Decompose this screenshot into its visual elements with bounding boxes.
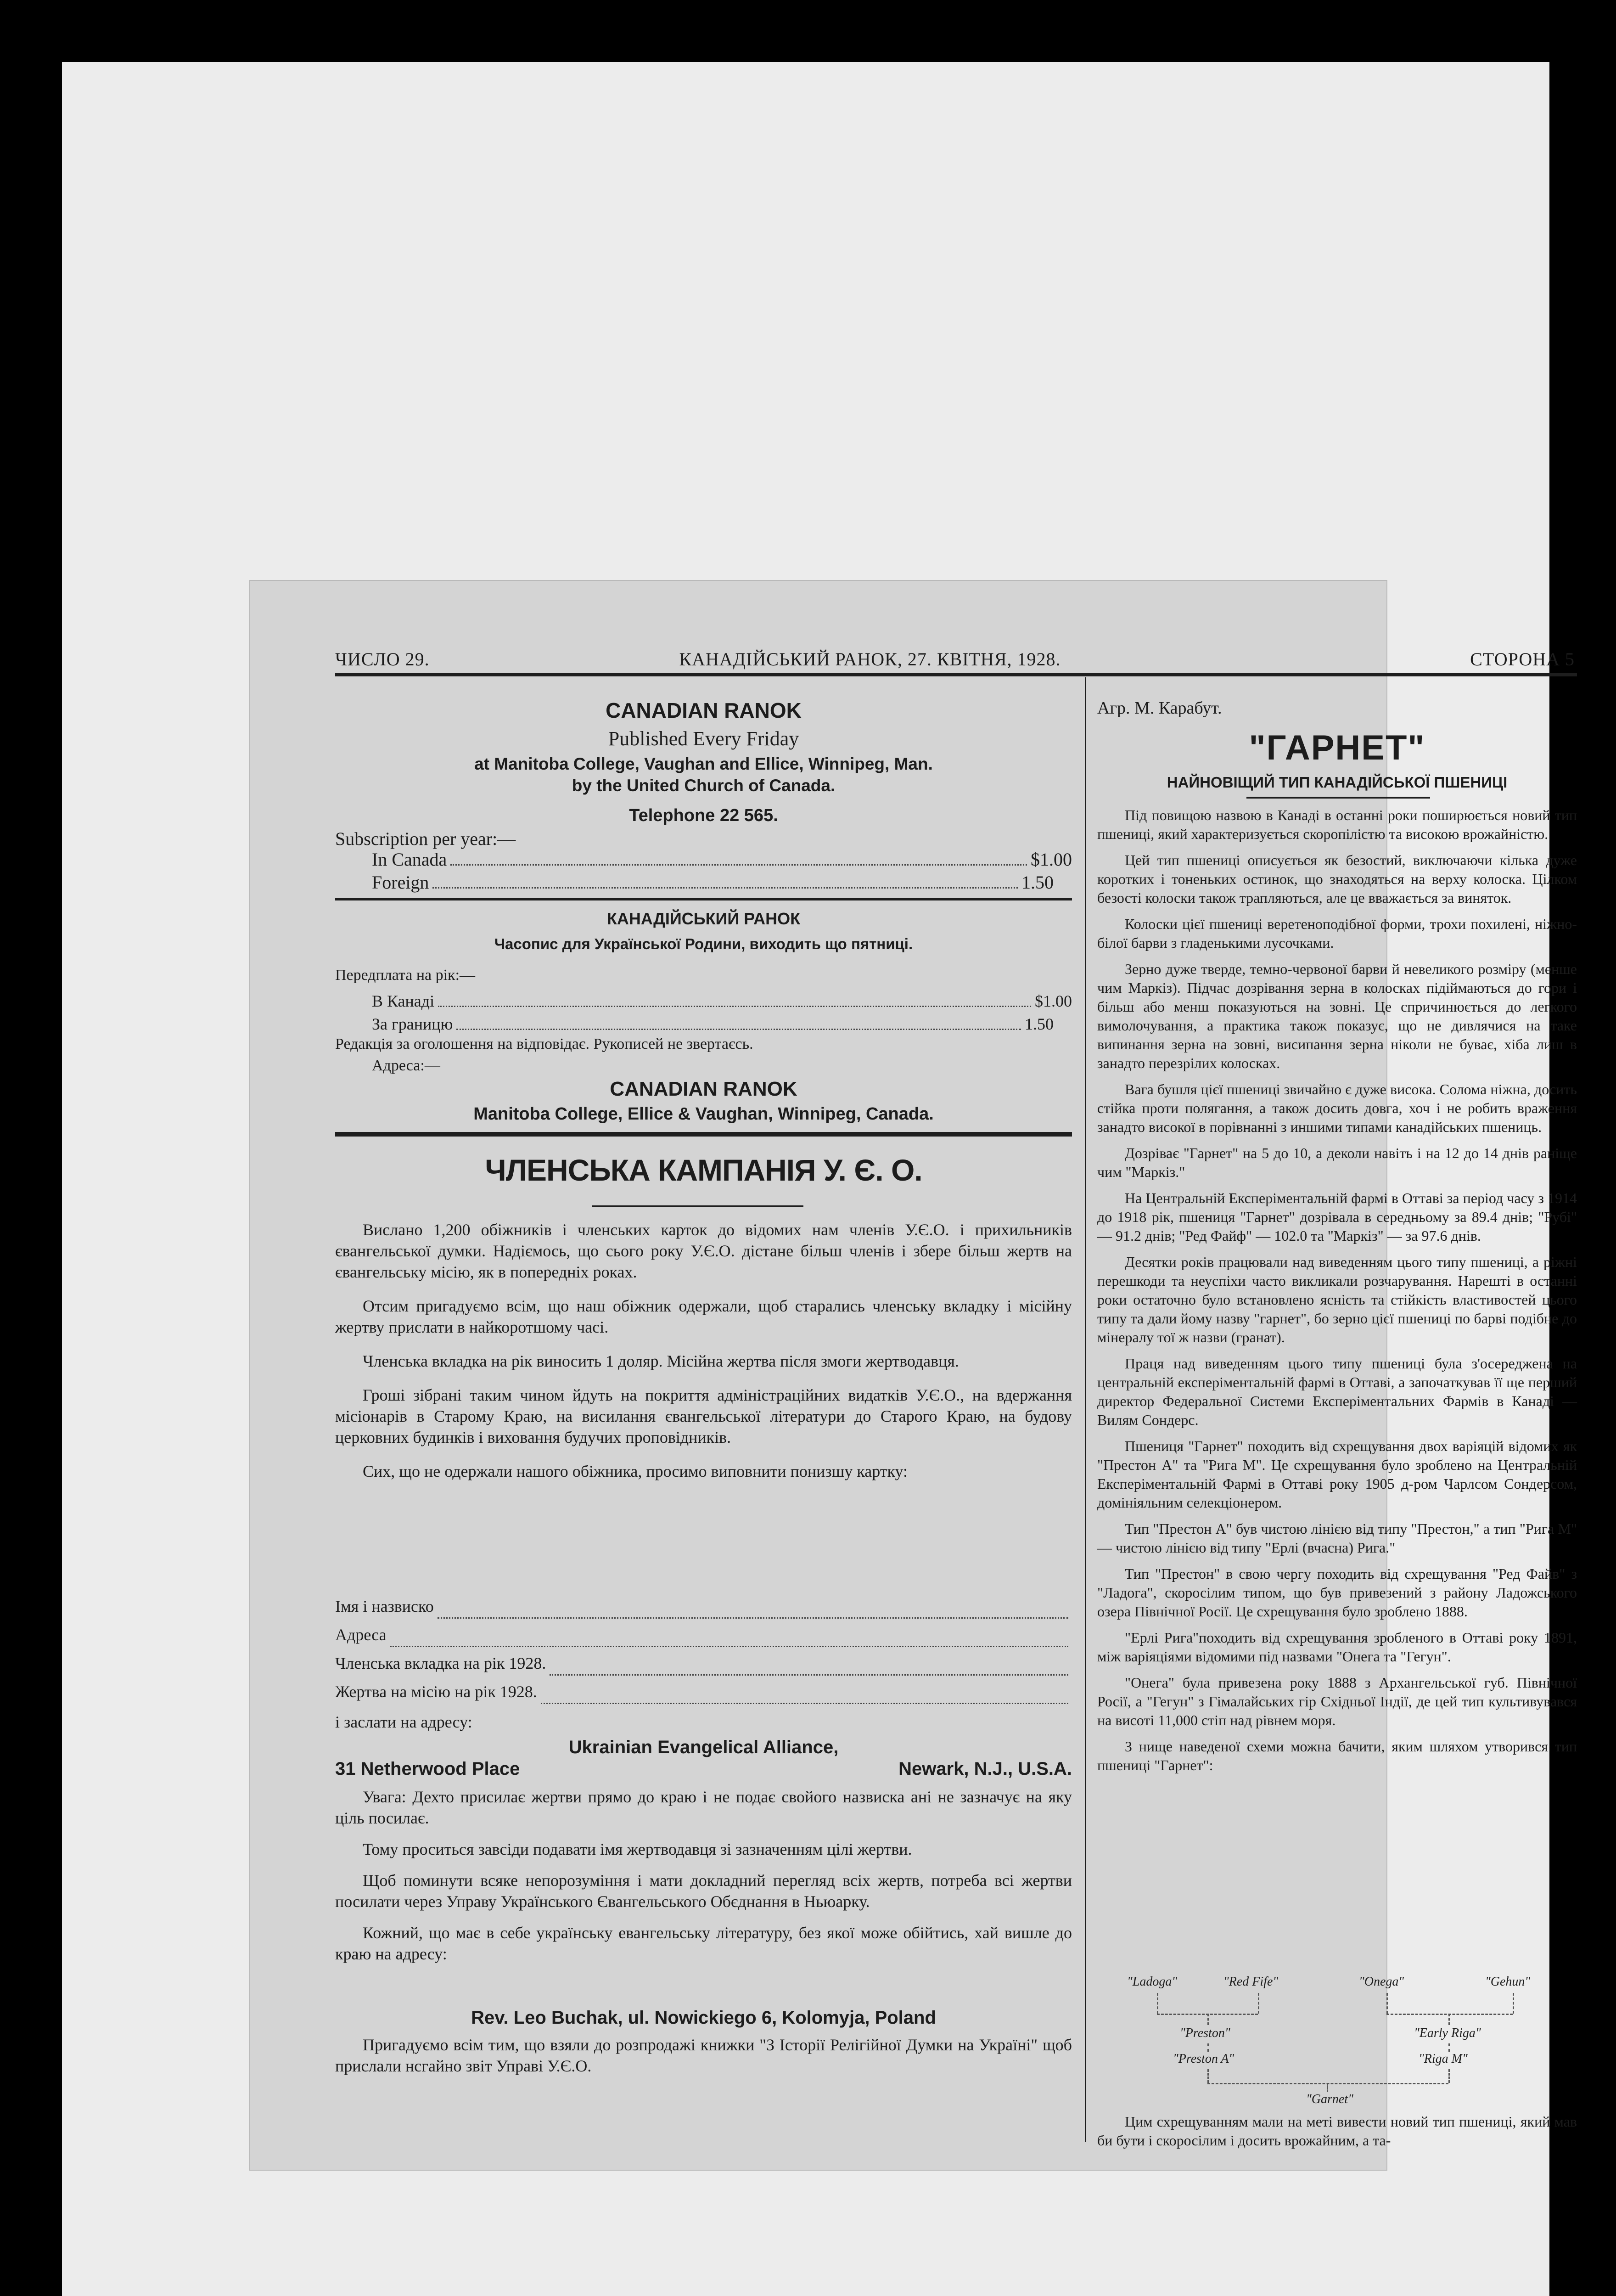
connector <box>1207 2069 1209 2083</box>
alliance-city: Newark, N.J., U.S.A. <box>898 1759 1072 1779</box>
paragraph: "Ерлі Рига"походить від схрещування зробленого в Оттаві року 1891, між варіяціями відомими під назвами "Онега та "Гегун". <box>1097 1629 1577 1665</box>
connector <box>1207 2043 1209 2052</box>
paragraph: Щоб поминути всяке непорозуміння і мати докладний перегляд всіх жертв, потреба всі жертви посилати через Управу Українського Євангельського Обєднання в Ньюарку. <box>335 1871 1072 1911</box>
article-title: "ГАРНЕТ" <box>1249 728 1425 767</box>
paragraph: Цей тип пшениці описується як безостий, виключаючи кілька дуже коротких і тоненьких остинок, що знаходяться на верху колоска. Цілком безості колоски також трапляються, але це вважається за виняток. <box>1097 852 1577 906</box>
paragraph: Колоски цієї пшениці веретеноподібної форми, трохи похилені, ніжно-білої барви з гладенькими лусочками. <box>1097 916 1577 951</box>
label-early-riga: "Early Riga" <box>1414 2026 1481 2040</box>
connector <box>1207 2014 1209 2025</box>
ua-editorial-note: Редакція за оголошення на відповідає. Рукописей не звертаєсь. <box>335 1035 753 1052</box>
title-underline <box>592 1205 803 1207</box>
author: Агр. М. Карабут. <box>1097 698 1222 718</box>
ua-subtitle: Часопис для Української Родини, виходить що пятниці. <box>494 935 913 952</box>
masthead: КАНАДІЙСЬКИЙ РАНОК, 27. КВІТНЯ, 1928. <box>679 649 1061 670</box>
price-row <box>335 871 1072 894</box>
article-closing <box>1097 2112 1577 2150</box>
issue-number: ЧИСЛО 29. <box>335 649 430 670</box>
price-label: В Канаді <box>372 992 435 1010</box>
column-divider <box>1085 677 1086 2142</box>
label-onega: "Onega" <box>1359 1975 1404 1989</box>
paragraph: Вислано 1,200 обіжників і членських карток до відомих нам членів У.Є.О. і прихильників євангельської думки. Надіємось, що сього року У.Є.О. дістане більш членів і збере більш жертв на євангельську місію, як в попередніх роках. <box>335 1221 1072 1281</box>
article-body <box>1097 806 1577 1775</box>
label-riga-m: "Riga M" <box>1419 2052 1468 2066</box>
paragraph: Дозріває "Гарнет" на 5 до 10, а деколи навіть і на 12 до 14 днів раніще чим "Маркіз." <box>1097 1145 1577 1180</box>
en-address-2: by the United Church of Canada. <box>572 776 836 795</box>
price-label: In Canada <box>372 849 447 870</box>
paragraph: Вага бушля цієї пшениці звичайно є дуже висока. Солома ніжна, досить стійка проти полягання, а також досить довга, хоч і не робить враження занадто високої в порівнанні з иншими типами канадійських пшениць. <box>1097 1081 1577 1135</box>
paragraph: На Центральній Експеріментальній фармі в Оттаві за період часу з 1914 до 1918 рік, пшениця "Гарнет" дозрівала в середньому за 89.4 днів; "Рубі" — 91.2 днів; "Ред Файф" — 102.0 та "Маркіз" — за 97.6 днів. <box>1097 1190 1577 1244</box>
paragraph: Членська вкладка на рік виносить 1 доляр. Місійна жертва після змоги жертводавця. <box>363 1352 959 1370</box>
connector <box>1386 1993 1388 2014</box>
form-field-address: Адреса <box>335 1624 1072 1653</box>
price-value: $1.00 <box>1031 849 1072 870</box>
label-preston-a: "Preston A" <box>1173 2052 1234 2066</box>
connector <box>1258 1993 1259 2014</box>
en-title: CANADIAN RANOK <box>606 698 802 722</box>
price-row <box>335 1013 1072 1035</box>
article-subtitle: НАЙНОВІЩИЙ ТИП КАНАДІЙСЬКОЇ ПШЕНИЦІ <box>1167 774 1508 791</box>
label-gehun: "Gehun" <box>1485 1975 1531 1989</box>
paragraph: Тип "Престон" в свою чергу походить від схрещування "Ред Файв" з "Ладога", скоросілим типом, що був привезений з району Ладожського озера Північної Росії. Це схрещування було зроблено 1888. <box>1097 1565 1577 1620</box>
header-rule <box>335 673 1577 676</box>
connector <box>1513 1993 1514 2014</box>
paragraph: Кожний, що має в себе українську евангельську літературу, без якої може обійтись, хай вишле до краю на адресу: <box>335 1924 1072 1963</box>
ua-subscription-heading: Передплата на рік:— <box>335 967 476 984</box>
paragraph: Десятки років працювали над виведенням цього типу пшениці, а ріжні перешкоди та неуспіхи часто викликали розчарування. Нарешті в останні роки остаточно було встановлено ясність та стійкість властивостей цього типу та дали йому назву "гарнет", бо зерно цієї пшениці по барві подібне до мінералу тої ж назви (гранат). <box>1097 1254 1577 1345</box>
connector <box>1448 2014 1450 2025</box>
paragraph: Гроші зібрані таким чином йдуть на покриття адміністраційних видатків У.Є.О., на вдержання місіонарів в Старому Краю, на висилання євангельської літератури до Старого Краю, на будову церковних будинків і виховання будучих проповідників. <box>335 1386 1072 1446</box>
connector <box>1448 2043 1450 2052</box>
price-label: Foreign <box>372 872 429 893</box>
form-field-donation: Жертва на місію на рік 1928. <box>335 1681 1072 1710</box>
campaign-closing <box>335 2034 1072 2077</box>
label-preston: "Preston" <box>1180 2026 1230 2040</box>
paragraph: Тому проситься завсіди подавати імя жертводавця зі зазначенням цілі жертви. <box>363 1840 912 1858</box>
send-to-label: і заслати на адресу: <box>335 1713 472 1731</box>
paragraph: Тип "Престон А" був чистою лінією від типу "Престон," а тип "Рига М" — чистою лінією від типу "Ерлі (вчасна) Рига." <box>1097 1520 1577 1556</box>
paragraph: Отсим пригадуємо всім, що наш обіжник одержали, щоб старались членську вкладку і місійну жертву прислати в найкоротшому часі. <box>335 1297 1072 1336</box>
paragraph: Увага: Дехто присилає жертви прямо до краю і не подає свойого назвиска ані не зазначує на яку ціль посилає. <box>335 1788 1072 1827</box>
en-telephone: Telephone 22 565. <box>629 806 778 825</box>
membership-form <box>335 1596 1072 1733</box>
en-published: Published Every Friday <box>608 727 799 750</box>
paragraph: Пригадуємо всім тим, що взяли до розпродажі книжки "З Історії Релігійної Думки на Україні" щоб прислали нсгайно звіт Управі У.Є.О. <box>335 2036 1072 2075</box>
label-red-fife: "Red Fife" <box>1223 1975 1279 1989</box>
en-subscription-heading: Subscription per year:— <box>335 828 516 849</box>
ua-title: КАНАДІЙСЬКИЙ РАНОК <box>606 909 801 928</box>
connector <box>1157 1993 1158 2014</box>
box-rule <box>335 898 1072 900</box>
ua-address-line: Manitoba College, Ellice & Vaughan, Winnipeg, Canada. <box>473 1104 934 1124</box>
campaign-body <box>335 1219 1072 1482</box>
en-price-list <box>335 848 1072 894</box>
page-number: СТОРОНА 5 <box>1470 649 1575 670</box>
en-address-1: at Manitoba College, Vaughan and Ellice, Winnipeg, Man. <box>474 754 933 773</box>
paragraph: Пшениця "Гарнет" походить від схрещування двох варіяцій відомих як "Престон А" та "Рига М". Це схрещування було зроблено на Центральній Експеріментальній Фармі в Оттаві року 1905 д-ром Чарлсом Сондерсом, домініяльним селекціонером. <box>1097 1438 1577 1511</box>
price-value: 1.50 <box>1021 872 1054 893</box>
newspaper-page <box>250 581 1577 2170</box>
connector <box>1327 2083 1328 2092</box>
paragraph: Під повищою назвою в Канаді в останні роки поширюється новий тип пшениці, який характеризується скоропілістю та високою врожайністю. <box>1097 807 1577 842</box>
ua-address-label: Адреса:— <box>372 1057 440 1074</box>
form-field-dues: Членська вкладка на рік 1928. <box>335 1653 1072 1681</box>
form-field-name: Імя і назвиско <box>335 1596 1072 1624</box>
price-row <box>335 848 1072 871</box>
alliance-address <box>335 1759 1072 1779</box>
paragraph: Праця над виведенням цього типу пшениці була з'осереджена на центральній експеріментальній фармі в Оттаві, а започаткував її ще перший директор Федеральної Системи Експеріментальних Фармів в Канаді — Вилям Сондерс. <box>1097 1355 1577 1428</box>
paragraph: З нище наведеної схеми можна бачити, яким шляхом утворився тип пшениці "Гарнет": <box>1097 1738 1577 1773</box>
title-underline <box>1246 797 1430 799</box>
pedigree-diagram <box>1097 1975 1577 2108</box>
price-row <box>335 990 1072 1013</box>
paragraph: Цим схрещуванням мали на меті вивести новий тип пшениці, який мав би бути і скоросілим і досить врожайним, а та- <box>1097 2113 1577 2149</box>
price-value: 1.50 <box>1025 1015 1054 1033</box>
paragraph: "Онега" була привезена року 1888 з Архангельської губ. Північної Росії, а "Гегун" з Гімалайських гір Східньої Індії, де цей тип культивувався на висоті 11,000 стіп над рівнем моря. <box>1097 1674 1577 1728</box>
label-ladoga: "Ladoga" <box>1127 1975 1178 1989</box>
price-value: $1.00 <box>1035 992 1072 1010</box>
ua-price-list <box>335 990 1072 1035</box>
campaign-notes <box>335 1786 1072 1964</box>
campaign-title: ЧЛЕНСЬКА КАМПАНІЯ У. Є. О. <box>485 1153 922 1187</box>
ua-address-title: CANADIAN RANOK <box>610 1078 797 1100</box>
buchak-address: Rev. Leo Buchak, ul. Nowickiego 6, Kolomyja, Poland <box>471 2008 936 2028</box>
paragraph: Зерно дуже тверде, темно-червоної барви й невеликого розміру (менше чим Маркіз). Підчас дозрівання зерна в колосках підіймаються до гори і більш або менш показуються на зовні. Це спричинюється до легкого вимолочування, а практика також показує, що не дивлячися на таке випинання зерна на зовні, висипання зерна ніколи не буває, хіба лиш в занадто перезрілих колосках. <box>1097 961 1577 1071</box>
alliance-street: 31 Netherwood Place <box>335 1759 520 1779</box>
label-garnet: "Garnet" <box>1306 2092 1353 2106</box>
price-label: За границю <box>372 1015 453 1033</box>
paragraph: Сих, що не одержали нашого обіжника, просимо виповнити понизшу картку: <box>363 1462 908 1480</box>
connector <box>1448 2069 1450 2083</box>
box-rule <box>335 1132 1072 1137</box>
alliance-name: Ukrainian Evangelical Alliance, <box>568 1737 839 1757</box>
